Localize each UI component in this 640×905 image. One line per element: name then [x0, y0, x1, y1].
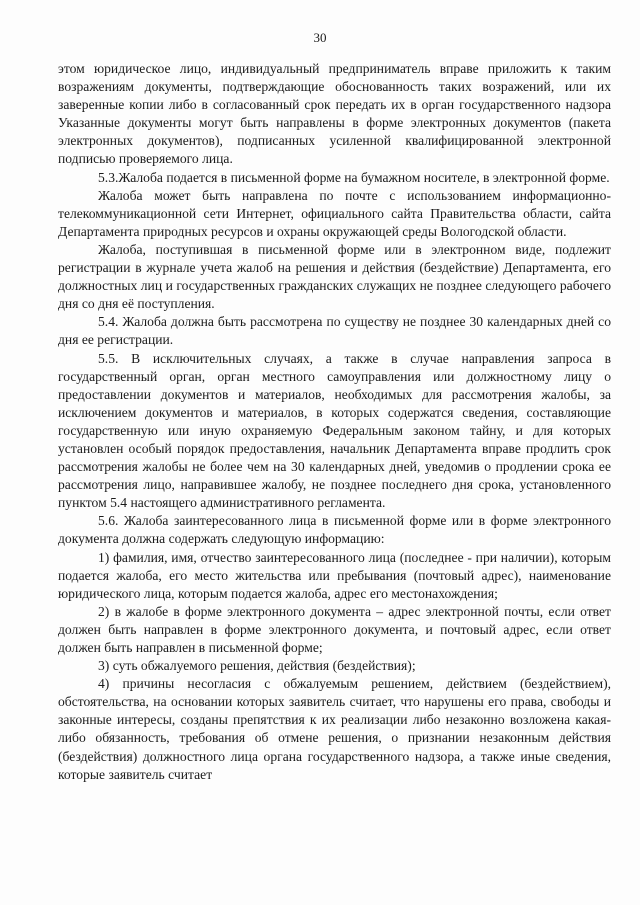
paragraph: 5.3.Жалоба подается в письменной форме на бумажном носителе, в электронной форме. [98, 169, 610, 185]
page-number: 30 [313, 30, 327, 45]
document-body [58, 60, 611, 784]
paragraph: 4) причины несогласия с обжалуемым решением, действием (бездействием), обстоятельства, на основании которых заявитель считает, что нарушены его права, свободы и законные интересы, созданы препятствия к их реализации либо незаконно возложена какая-либо обязанность, требования об отмене решения, о признании незаконным действия (бездействия) должностного лица органа государственного надзора, а также иные сведения, которые заявитель считает [58, 676, 611, 782]
paragraph: 3) суть обжалуемого решения, действия (бездействия); [98, 658, 416, 674]
paragraph: этом юридическое лицо, индивидуальный предприниматель вправе приложить к таким возражениям документы, подтверждающие обоснованность таких возражений, или их заверенные копии либо в согласованный срок передать их в орган государственного надзора Указанные документы могут быть направлены в форме электронных документов (пакета электронных документов), подписанных усиленной квалифицированной электронной подписью проверяемого лица. [58, 61, 611, 167]
paragraph: 1) фамилия, имя, отчество заинтересованного лица (последнее - при наличии), которым подается жалоба, его место жительства или пребывания (почтовый адрес), наименование юридического лица, которым подается жалоба, адрес его местонахождения; [58, 549, 611, 601]
paragraph: 5.6. Жалоба заинтересованного лица в письменной форме или в форме электронного документа должна содержать следующую информацию: [58, 513, 611, 547]
paragraph: 2) в жалобе в форме электронного документа – адрес электронной почты, если ответ должен быть направлен в форме электронного документа, и почтовый адрес, если ответ должен быть направлен в письменной форме; [58, 603, 611, 655]
paragraph: Жалоба может быть направлена по почте с использованием информационно-телекоммуникационной сети Интернет, официального сайта Правительства области, сайта Департамента природных ресурсов и охраны окружающей среды Вологодской области. [58, 187, 611, 239]
paragraph: 5.5. В исключительных случаях, а также в случае направления запроса в государственный орган, орган местного самоуправления или должностному лицу о предоставлении документов и материалов, необходимых для рассмотрения жалобы, за исключением документов и материалов, в которых содержатся сведения, составляющие государственную или иную охраняемую Федеральным законом тайну, и для которых установлен особый порядок предоставления, начальник Департамента вправе продлить срок рассмотрения жалобы не более чем на 30 календарных дней, уведомив о продлении срока ее рассмотрения лицо, направившее жалобу, не позднее последнего дня срока, установленного пунктом 5.4 настоящего административного регламента. [58, 350, 611, 511]
paragraph: 5.4. Жалоба должна быть рассмотрена по существу не позднее 30 календарных дней со дня ее регистрации. [58, 314, 611, 348]
paragraph: Жалоба, поступившая в письменной форме или в электронном виде, подлежит регистрации в журнале учета жалоб на решения и действия (бездействие) Департамента, его должностных лиц и государственных гражданских служащих не позднее следующего рабочего дня со дня её поступления. [58, 241, 611, 312]
